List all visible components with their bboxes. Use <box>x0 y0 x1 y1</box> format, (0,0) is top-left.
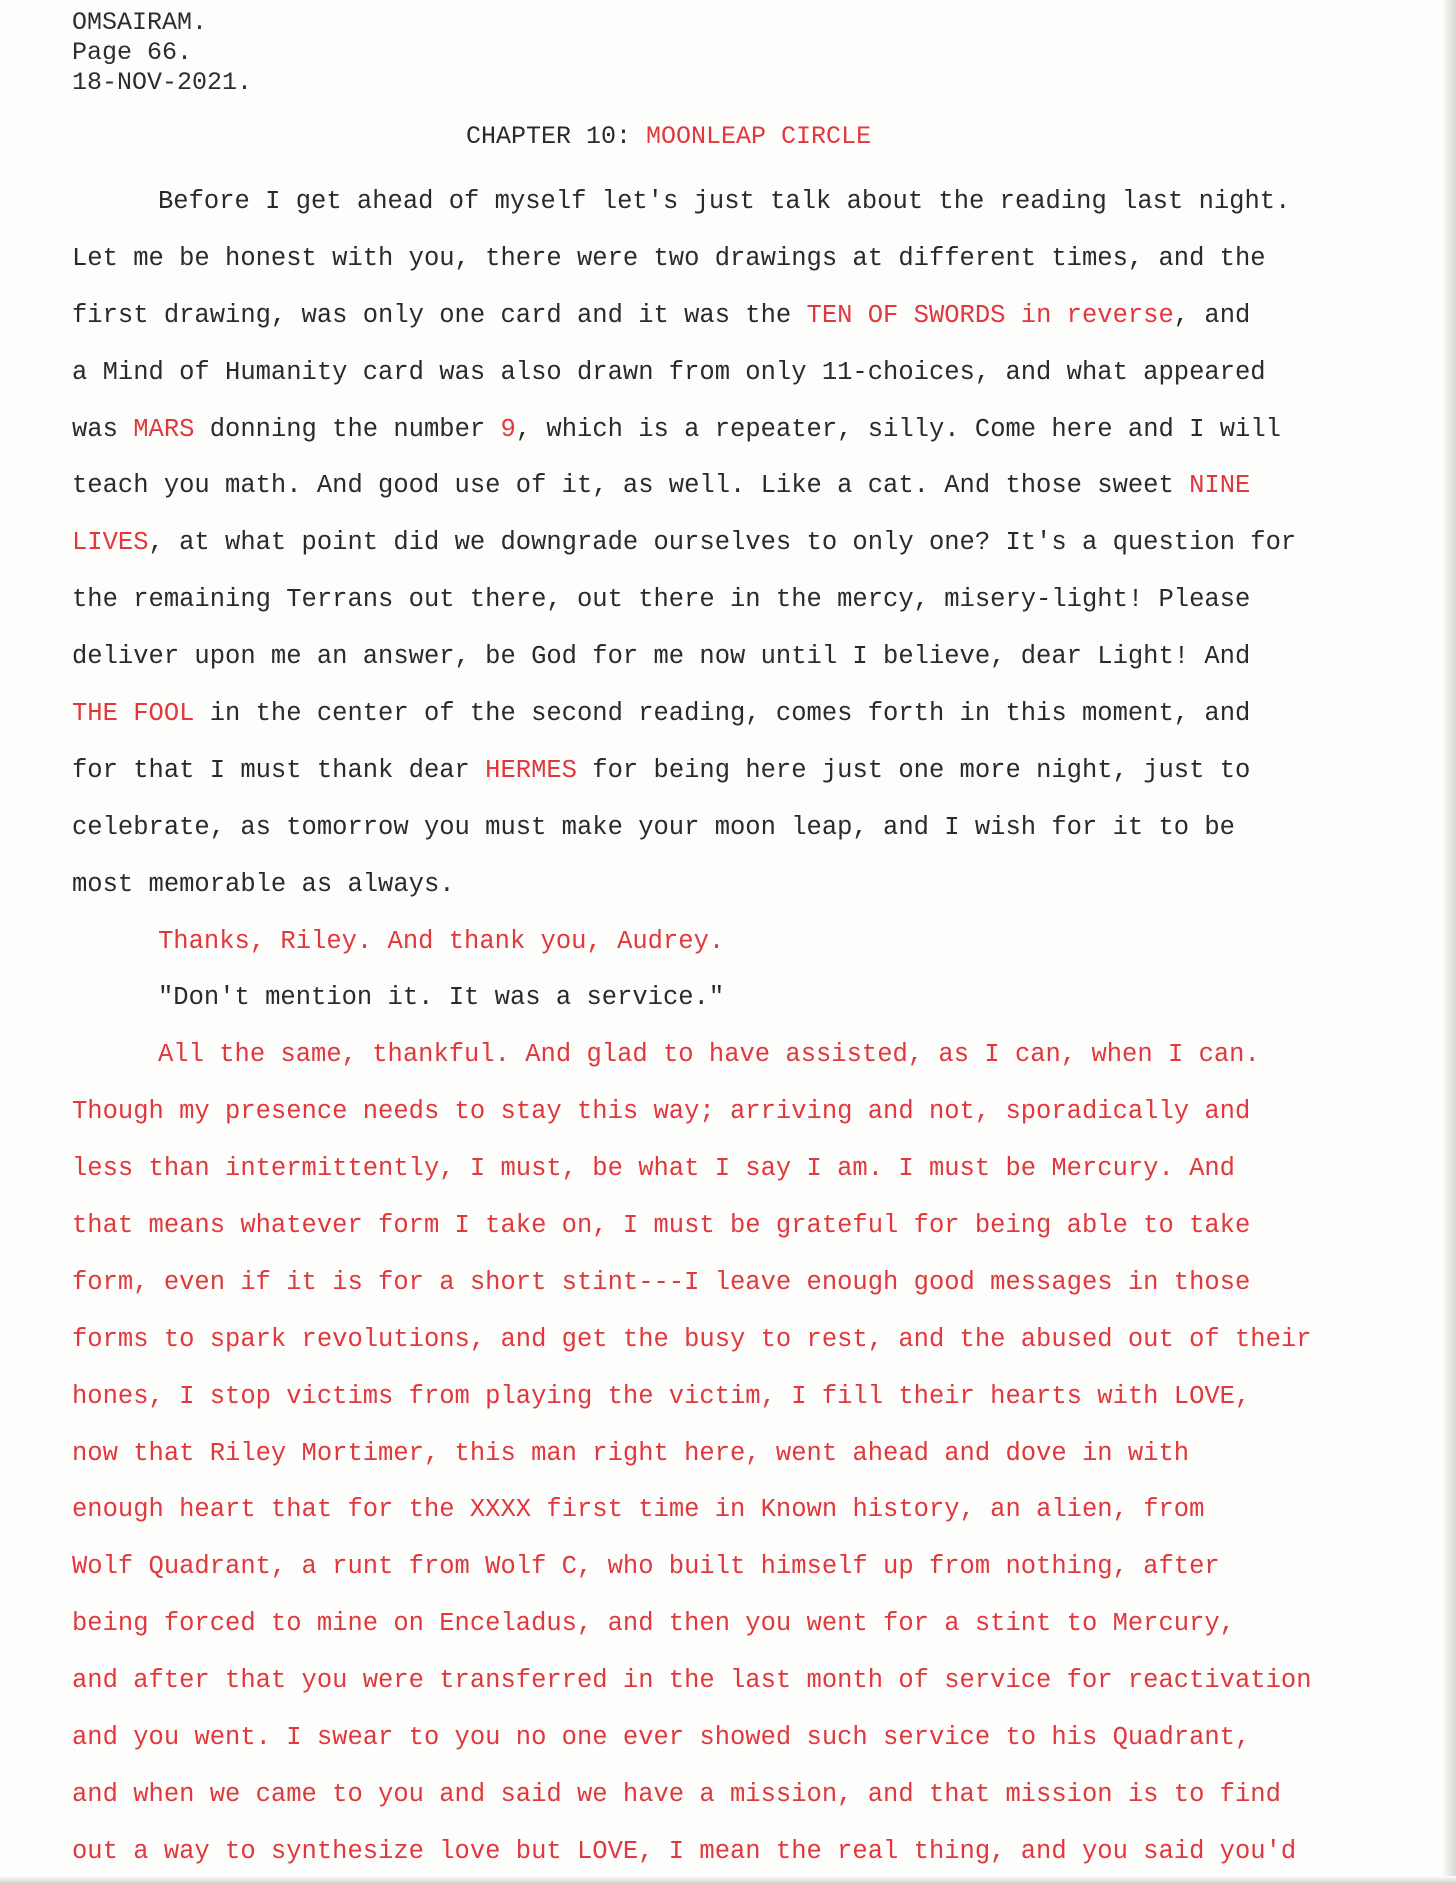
text-line <box>72 231 1452 288</box>
text-line <box>72 515 1452 572</box>
text-run: forms to spark revolutions, and get the busy to rest, and the abused out of their <box>72 1324 1312 1354</box>
text-run: in the center of the second reading, comes forth in this moment, and <box>194 699 1251 729</box>
text-run: first drawing, was only one card and it was the <box>72 300 807 330</box>
text-run: being forced to mine on Enceladus, and then you went for a stint to Mercury, <box>72 1609 1235 1639</box>
text-line <box>72 629 1452 686</box>
text-run: for being here just one more night, just to <box>577 755 1251 785</box>
text-run: most memorable as always. <box>72 869 455 899</box>
chapter-title: MOONLEAP CIRCLE <box>646 122 872 151</box>
chapter-heading <box>466 122 871 152</box>
text-run: that means whatever form I take on, I must be grateful for being able to take <box>72 1211 1251 1241</box>
text-line <box>72 1482 1452 1539</box>
body-text <box>72 174 1452 1881</box>
text-run: first time in Known history, an alien, from <box>531 1495 1205 1525</box>
highlighted-term: NINE <box>1189 471 1251 501</box>
text-run: form, even if it is for a short stint---I leave enough good messages in those <box>72 1267 1251 1297</box>
text-run: Thanks, Riley. And thank you, Audrey. <box>158 926 725 956</box>
text-run: "Don't mention it. It was a service." <box>158 983 725 1013</box>
highlighted-term: HERMES <box>485 755 577 785</box>
text-line <box>72 458 1452 515</box>
text-line <box>72 1027 1452 1084</box>
text-run: a Mind of Humanity card was also drawn from only 11-choices, and what appeared <box>72 357 1266 387</box>
text-run: hones, I stop victims from playing the victim, I fill their hearts with LOVE, <box>72 1381 1251 1411</box>
text-run: and when we came to you and said we have a mission, and that mission is to find <box>72 1779 1281 1809</box>
text-run: deliver upon me an answer, be God for me now until I believe, dear Light! And <box>72 642 1251 672</box>
text-line <box>72 1426 1452 1483</box>
text-line <box>72 686 1452 743</box>
highlighted-term: MARS <box>133 414 195 444</box>
text-run: now that Riley Mortimer, this man right here, went ahead and dove in with <box>72 1438 1190 1468</box>
page-header <box>72 8 252 98</box>
header-title: OMSAIRAM. <box>72 8 208 37</box>
text-run: celebrate, as tomorrow you must make your moon leap, and I wish for it to be <box>72 812 1235 842</box>
text-line <box>72 914 1452 971</box>
text-run: out a way to synthesize love but LOVE, I mean the real thing, and you said you'd <box>72 1836 1297 1866</box>
text-line <box>72 1312 1452 1369</box>
text-run: less than intermittently, I must, be what I say I am. I must be Mercury. And <box>72 1154 1235 1184</box>
text-line <box>72 572 1452 629</box>
text-run: Wolf Quadrant, a runt from Wolf C, who built himself up from nothing, after <box>72 1552 1220 1582</box>
text-line <box>72 970 1452 1027</box>
text-line <box>72 1369 1452 1426</box>
highlighted-term: LIVES <box>72 528 149 558</box>
text-run: All the same, thankful. And glad to have assisted, as I can, when I can. <box>158 1040 1260 1070</box>
struck-text: XXXX <box>469 1495 532 1525</box>
text-line <box>72 1539 1452 1596</box>
text-line <box>72 800 1452 857</box>
text-run: donning the number <box>194 414 501 444</box>
text-line <box>72 1084 1452 1141</box>
text-run: Before I get ahead of myself let's just talk about the reading last night. <box>158 187 1291 216</box>
text-run: , and <box>1173 300 1251 330</box>
text-line <box>72 1710 1452 1767</box>
text-run: and you went. I swear to you no one ever showed such service to his Quadrant, <box>72 1723 1251 1753</box>
chapter-label: CHAPTER 10: <box>466 122 647 151</box>
text-line <box>72 1141 1452 1198</box>
highlighted-term: THE FOOL <box>72 699 195 729</box>
text-run: , at what point did we downgrade ourselves to only one? It's a question for <box>148 528 1297 558</box>
text-line <box>72 1653 1452 1710</box>
scan-edge-right <box>1442 0 1456 1884</box>
text-line <box>72 1767 1452 1824</box>
text-line <box>72 743 1452 800</box>
text-run: for that I must thank dear <box>72 755 486 785</box>
text-run: teach you math. And good use of it, as well. Like a cat. And those sweet <box>72 471 1190 501</box>
text-line <box>72 1255 1452 1312</box>
page-date: 18-NOV-2021. <box>72 68 253 97</box>
text-run: the remaining Terrans out there, out there in the mercy, misery-light! Please <box>72 585 1251 615</box>
text-run: enough heart that for the <box>72 1495 470 1525</box>
text-line <box>72 857 1452 914</box>
highlighted-term: 9 <box>500 414 516 444</box>
text-line <box>72 345 1452 402</box>
text-line <box>72 1198 1452 1255</box>
text-line <box>72 288 1452 345</box>
text-run: Let me be honest with you, there were two drawings at different times, and the <box>72 243 1266 273</box>
text-line <box>72 1596 1452 1653</box>
text-run: was <box>72 414 134 444</box>
text-run: and after that you were transferred in the last month of service for reactivation <box>72 1666 1312 1696</box>
text-line <box>72 402 1452 459</box>
highlighted-term: TEN OF SWORDS in reverse <box>806 300 1174 330</box>
text-run: Though my presence needs to stay this way; arriving and not, sporadically and <box>72 1097 1251 1127</box>
page-number: Page 66. <box>72 38 193 67</box>
text-line <box>72 174 1452 231</box>
text-line <box>72 1824 1452 1881</box>
scan-edge-bottom <box>0 1876 1456 1884</box>
text-run: , which is a repeater, silly. Come here and I will <box>515 414 1281 444</box>
